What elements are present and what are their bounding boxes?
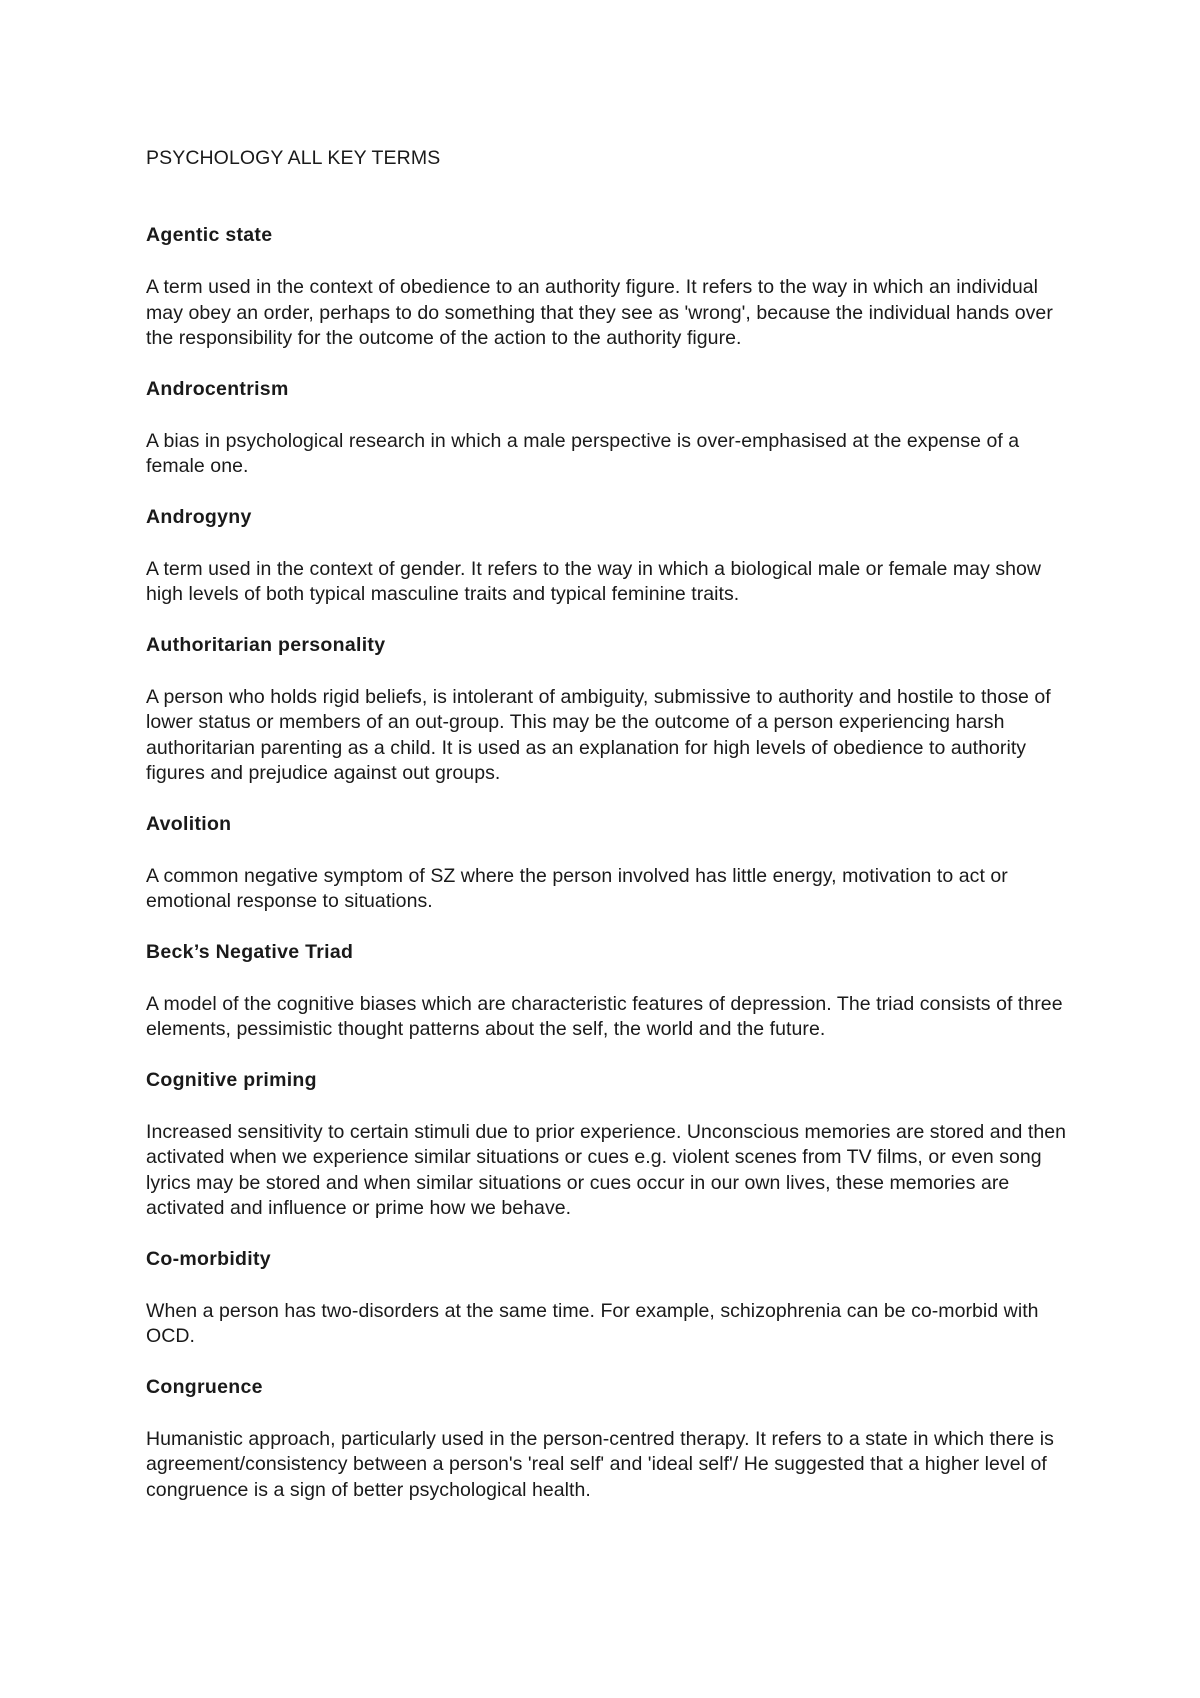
term-definition: A person who holds rigid beliefs, is intolerant of ambiguity, submissive to authority and hostile to those of lower status or members of an out-group. This may be the outcome of a person experiencing harsh authoritarian parenting as a child. It is used as an explanation for high levels of obedience to authority figures and prejudice against out groups. [146,685,1051,784]
term-heading: Avolition [146,812,232,835]
term-heading: Agentic state [146,224,273,246]
document-page [146,145,1076,1528]
term-definition: A common negative symptom of SZ where the person involved has little energy, motivation to act or emotional response to situations. [146,864,1008,912]
term-heading: Authoritarian personality [146,633,386,656]
glossary-entry [146,812,1076,915]
glossary-entry [146,1375,1076,1504]
term-definition: When a person has two-disorders at the same time. For example, schizophrenia can be co-morbid with OCD. [146,1299,1039,1347]
glossary-entry [146,377,1076,480]
term-heading: Co-morbidity [146,1247,271,1270]
glossary-entry [146,1247,1076,1350]
term-heading: Congruence [146,1375,263,1398]
term-heading: Androgyny [146,505,252,528]
term-definition: Increased sensitivity to certain stimuli due to prior experience. Unconscious memories are stored and then activated when we experience similar situations or cues e.g. violent scenes from TV films, or even song lyrics may be stored and when similar situations or cues occur in our own lives, these memories are activated and influence or prime how we behave. [146,1120,1067,1219]
document-title: PSYCHOLOGY ALL KEY TERMS [146,147,441,169]
glossary-entry [146,1068,1076,1222]
term-heading: Androcentrism [146,377,289,400]
term-definition: Humanistic approach, particularly used in the person-centred therapy. It refers to a state in which there is agreement/consistency between a person's 'real self' and 'ideal self'/ He suggested that a higher level of congruence is a sign of better psychological health. [146,1427,1054,1501]
term-definition: A bias in psychological research in which a male perspective is over-emphasised at the expense of a female one. [146,429,1020,477]
glossary-entry [146,223,1076,352]
glossary-entry [146,633,1076,787]
term-heading: Beck’s Negative Triad [146,940,354,963]
term-definition: A term used in the context of obedience to an authority figure. It refers to the way in which an individual may obey an order, perhaps to do something that they see as 'wrong', because the individual hands over the responsibility for the outcome of the action to the authority figure. [146,276,1053,349]
term-definition: A model of the cognitive biases which are characteristic features of depression. The triad consists of three elements, pessimistic thought patterns about the self, the world and the future. [146,992,1063,1040]
glossary-entry [146,940,1076,1043]
term-definition: A term used in the context of gender. It refers to the way in which a biological male or female may show high levels of both typical masculine traits and typical feminine traits. [146,557,1042,605]
term-heading: Cognitive priming [146,1068,317,1091]
glossary-entry [146,505,1076,608]
